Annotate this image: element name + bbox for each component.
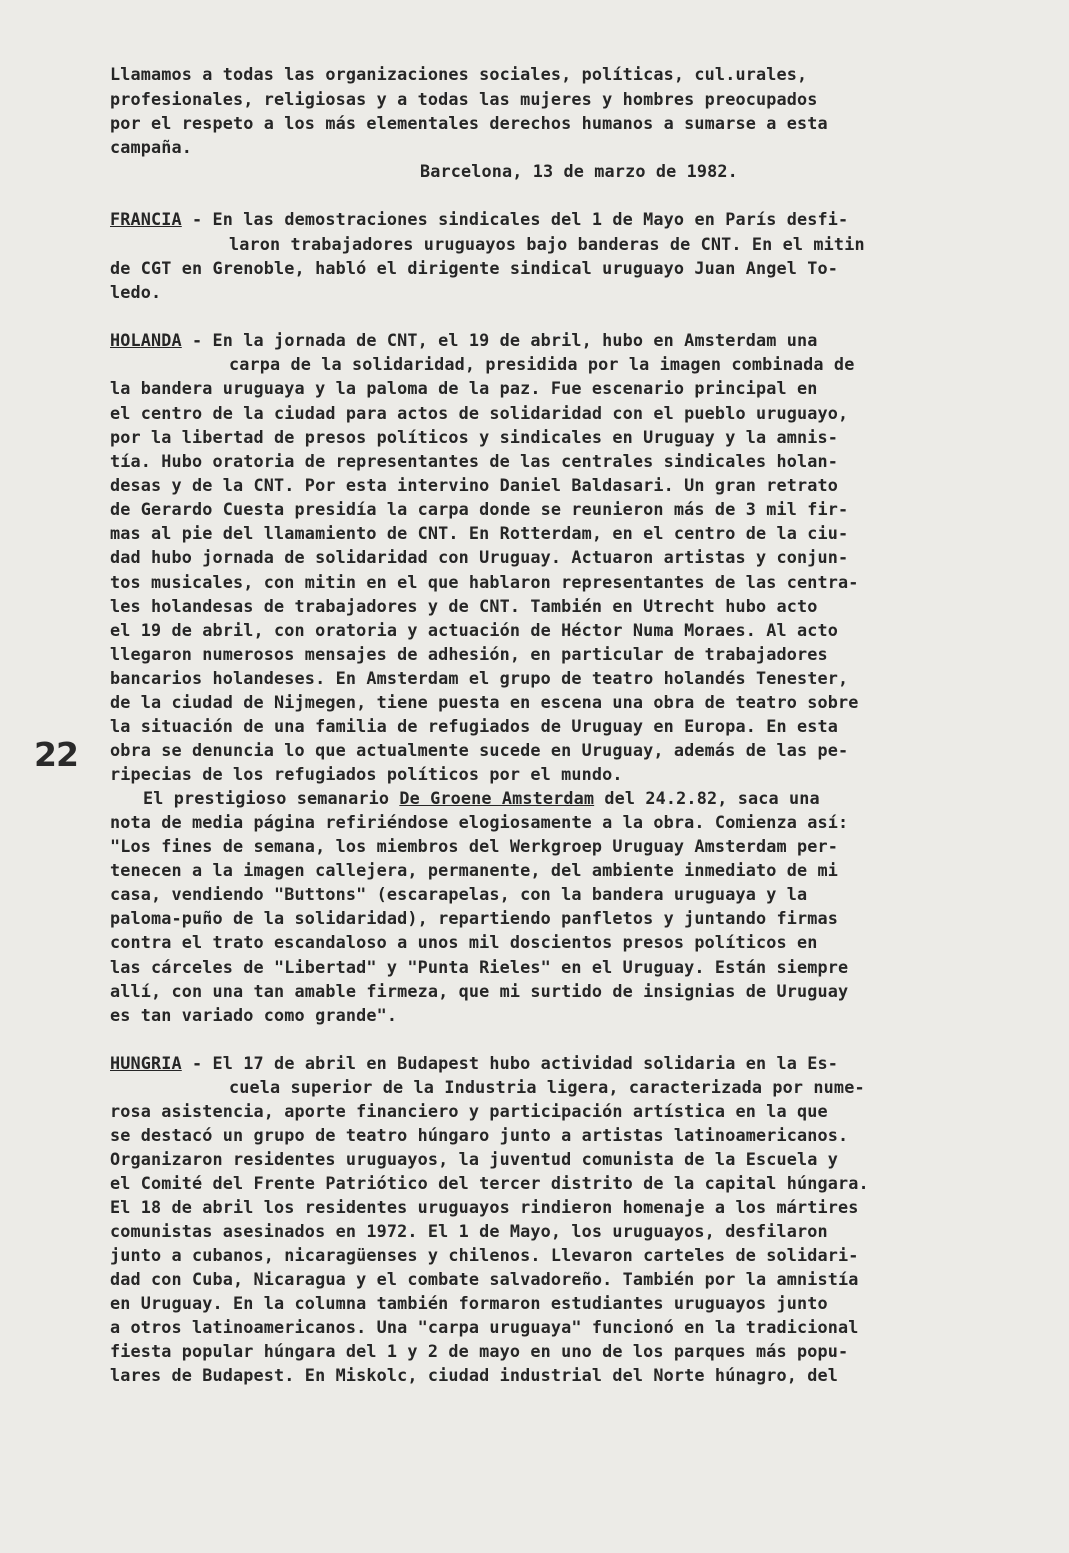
holanda-line: el 19 de abril, con oratoria y actuación de Héctor Numa Moraes. Al acto — [110, 620, 838, 640]
hungria-first-line — [110, 1051, 838, 1075]
hungria-heading: HUNGRIA — [110, 1053, 182, 1073]
hungria-line: lares de Budapest. En Miskolc, ciudad industrial del Norte húnagro, del — [110, 1365, 838, 1385]
holanda-para2-line: es tan variado como grande". — [110, 1005, 398, 1025]
holanda-para2-line: allí, con una tan amable firmeza, que mi surtido de insignias de Uruguay — [110, 981, 849, 1001]
holanda-para2-first-line — [143, 786, 820, 810]
holanda-heading: HOLANDA — [110, 330, 182, 350]
hungria-line: junto a cubanos, nicaragüenses y chilenos. Llevaron carteles de solidari- — [110, 1245, 859, 1265]
holanda-line: de la ciudad de Nijmegen, tiene puesta en escena una obra de teatro sobre — [110, 692, 859, 712]
holanda-para2-line: casa, vendiendo "Buttons" (escarapelas, con la bandera uruguaya y la — [110, 884, 808, 904]
para2-post: del 24.2.82, saca una — [594, 788, 820, 808]
hungria-text: - El 17 de abril en Budapest hubo actividad solidaria en la Es- — [181, 1053, 838, 1073]
holanda-para2-line: nota de media página refiriéndose elogiosamente a la obra. Comienza así: — [110, 812, 849, 832]
holanda-line: obra se denuncia lo que actualmente sucede en Uruguay, además de las pe- — [110, 740, 849, 760]
holanda-line: la bandera uruguaya y la paloma de la paz. Fue escenario principal en — [110, 378, 818, 398]
holanda-line: dad hubo jornada de solidaridad con Uruguay. Actuaron artistas y conjun- — [110, 547, 849, 567]
holanda-line: desas y de la CNT. Por esta intervino Daniel Baldasari. Un gran retrato — [110, 475, 838, 495]
hungria-line: rosa asistencia, aporte financiero y participación artística en la que — [110, 1101, 828, 1121]
para2-pre: El prestigioso semanario — [143, 788, 400, 808]
holanda-line: llegaron numerosos mensajes de adhesión, en particular de trabajadores — [110, 644, 828, 664]
intro-line: Llamamos a todas las organizaciones sociales, políticas, cul.urales, — [110, 64, 808, 84]
hungria-line: El 18 de abril los residentes uruguayos rindieron homenaje a los mártires — [110, 1197, 859, 1217]
dateline: Barcelona, 13 de marzo de 1982. — [420, 161, 738, 181]
holanda-line: de Gerardo Cuesta presidía la carpa donde se reunieron más de 3 mil fir- — [110, 499, 849, 519]
hungria-line: dad con Cuba, Nicaragua y el combate salvadoreño. También por la amnistía — [110, 1269, 859, 1289]
francia-line: ledo. — [110, 282, 162, 302]
holanda-line: carpa de la solidaridad, presidida por la imagen combinada de — [229, 354, 855, 374]
intro-line: profesionales, religiosas y a todas las mujeres y hombres preocupados — [110, 89, 818, 109]
francia-line: de CGT en Grenoble, habló el dirigente sindical uruguayo Juan Angel To- — [110, 258, 838, 278]
hungria-line: se destacó un grupo de teatro húngaro junto a artistas latinoamericanos. — [110, 1125, 849, 1145]
francia-first-line — [110, 207, 848, 231]
publication-title: De Groene Amsterdam — [399, 788, 595, 808]
hungria-line: a otros latinoamericanos. Una "carpa uruguaya" funcionó en la tradicional — [110, 1317, 859, 1337]
hungria-line: en Uruguay. En la columna también formaron estudiantes uruguayos junto — [110, 1293, 828, 1313]
hungria-line: Organizaron residentes uruguayos, la juventud comunista de la Escuela y — [110, 1149, 838, 1169]
holanda-para2-line: las cárceles de "Libertad" y "Punta Rieles" en el Uruguay. Están siempre — [110, 957, 849, 977]
hungria-line: el Comité del Frente Patriótico del tercer distrito de la capital húngara. — [110, 1173, 869, 1193]
holanda-para2-line: tenecen a la imagen callejera, permanente, del ambiente inmediato de mi — [110, 860, 838, 880]
holanda-line: ripecias de los refugiados políticos por el mundo. — [110, 764, 623, 784]
francia-line: laron trabajadores uruguayos bajo banderas de CNT. En el mitin — [229, 234, 865, 254]
holanda-para2-line: paloma-puño de la solidaridad), repartiendo panfletos y juntando firmas — [110, 908, 838, 928]
holanda-line: el centro de la ciudad para actos de solidaridad con el pueblo uruguayo, — [110, 403, 849, 423]
holanda-line: les holandesas de trabajadores y de CNT. También en Utrecht hubo acto — [110, 596, 818, 616]
holanda-first-line — [110, 328, 817, 352]
holanda-para2-line: contra el trato escandaloso a unos mil doscientos presos políticos en — [110, 932, 818, 952]
holanda-line: bancarios holandeses. En Amsterdam el grupo de teatro holandés Tenester, — [110, 668, 849, 688]
francia-text: - En las demostraciones sindicales del 1 de Mayo en París desfi- — [181, 209, 849, 229]
francia-heading: FRANCIA — [110, 209, 182, 229]
holanda-line: por la libertad de presos políticos y sindicales en Uruguay y la amnis- — [110, 427, 838, 447]
hungria-line: cuela superior de la Industria ligera, caracterizada por nume- — [229, 1077, 865, 1097]
holanda-text: - En la jornada de CNT, el 19 de abril, hubo en Amsterdam una — [181, 330, 818, 350]
hungria-line: comunistas asesinados en 1972. El 1 de Mayo, los uruguayos, desfilaron — [110, 1221, 828, 1241]
holanda-line: tos musicales, con mitin en el que hablaron representantes de las centra- — [110, 572, 859, 592]
page-number: 22 — [34, 735, 78, 774]
intro-line: por el respeto a los más elementales derechos humanos a sumarse a esta — [110, 113, 828, 133]
holanda-line: mas al pie del llamamiento de CNT. En Rotterdam, en el centro de la ciu- — [110, 523, 849, 543]
holanda-line: tía. Hubo oratoria de representantes de las centrales sindicales holan- — [110, 451, 838, 471]
intro-line: campaña. — [110, 137, 193, 157]
holanda-para2-line: "Los fines de semana, los miembros del Werkgroep Uruguay Amsterdam per- — [110, 836, 838, 856]
hungria-line: fiesta popular húngara del 1 y 2 de mayo en uno de los parques más popu- — [110, 1341, 849, 1361]
holanda-line: la situación de una familia de refugiados de Uruguay en Europa. En esta — [110, 716, 838, 736]
